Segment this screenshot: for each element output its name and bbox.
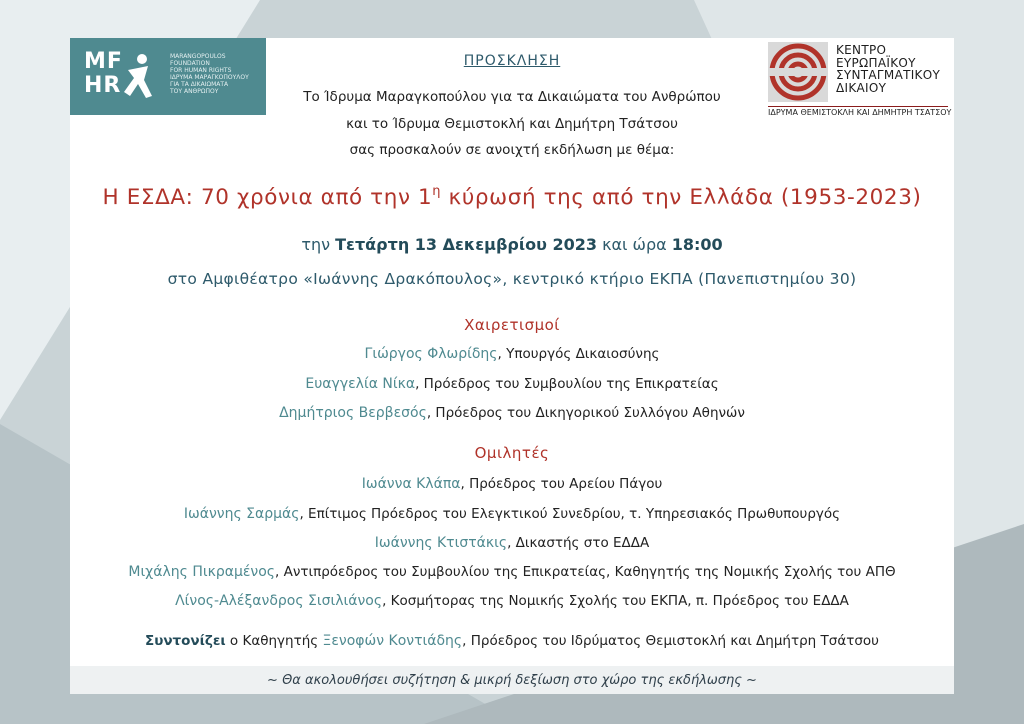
moderator-line: Συντονίζει ο Καθηγητής Ξενοφών Κοντιάδης, Πρόεδρος του Ιδρύματος Θεμιστοκλή και Δημήτρη Τσάτσου [145,633,879,649]
greeting-person: Γιώργος Φλωρίδης, Υπουργός Δικαιοσύνης [364,346,660,362]
greetings-heading: Χαιρετισμοί [464,316,560,334]
intro-line: σας προσκαλούν σε ανοιχτή εκδήλωση με θέμα: [349,142,675,158]
footer-note: ~ Θα ακολουθήσει συζήτηση & μικρή δεξίωση στο χώρο της εκδήλωσης ~ [70,666,954,694]
event-date: Τετάρτη 13 Δεκεμβρίου 2023 [335,235,597,254]
speaker-person: Μιχάλης Πικραμένος, Αντιπρόεδρος του Συμβουλίου της Επικρατείας, Καθηγητής της Νομικής Σχολής του ΑΠΘ [128,564,896,580]
event-time: 18:00 [671,235,723,254]
event-title: Η ΕΣΔΑ: 70 χρόνια από την $1^\eta$ κύρωσή της από την Ελλάδα (1953-2023) [102,184,922,210]
invitation-heading: ΠΡΟΣΚΛΗΣΗ [463,53,561,69]
speaker-person: Ιωάννης Σαρμάς, Επίτιμος Πρόεδρος του Ελεγκτικού Συνεδρίου, τ. Υπηρεσιακός Πρωθυπουργός [183,506,841,522]
logo-subtitle: ΙΔΡΥΜΑ ΘΕΜΙΣΤΟΚΛΗ ΚΑΙ ΔΗΜΗΤΡΗ ΤΣΑΤΣΟΥ [768,108,952,117]
logo-letters: MF HR [84,49,123,98]
logo-text: ΚΕΝΤΡΟ ΕΥΡΩΠΑΪΚΟΥ ΣΥΝΤΑΓΜΑΤΙΚΟΥ ΔΙΚΑΙΟΥ [836,43,941,95]
intro-line: Το Ίδρυμα Μαραγκοπούλου για τα Δικαιώματα του Ανθρώπου [303,89,721,105]
event-date-time: την Τετάρτη 13 Δεκεμβρίου 2023 και ώρα 18:00 [301,235,723,254]
greeting-person: Δημήτριος Βερβεσός, Πρόεδρος του Δικηγορικού Συλλόγου Αθηνών [279,405,745,421]
speaker-person: Ιωάννης Κτιστάκις, Δικαστής στο ΕΔΔΑ [374,535,650,551]
event-venue: στο Αμφιθέατρο «Ιωάννης Δρακόπουλος», κεντρικό κτήριο ΕΚΠΑ (Πανεπιστημίου 30) [167,270,857,288]
speaker-person: Ιωάννα Κλάπα, Πρόεδρος του Αρείου Πάγου [361,476,663,492]
greeting-person: Ευαγγελία Νίκα, Πρόεδρος του Συμβουλίου της Επικρατείας [305,376,719,392]
center-european-constitutional-law-logo [764,38,954,120]
intro-line: και το Ίδρυμα Θεμιστοκλή και Δημήτρη Τσάτσου [346,116,678,132]
speaker-person: Λίνος-Αλέξανδρος Σισιλιάνος, Κοσμήτορας της Νομικής Σχολής του ΕΚΠΑ, π. Πρόεδρος του ΕΔΔΑ [175,593,849,609]
speakers-heading: Ομιλητές [474,444,550,462]
logo-text: MARANGOPOULOS FOUNDATION FOR HUMAN RIGHTS ΙΔΡΥΜΑ ΜΑΡΑΓΚΟΠΟΥΛΟΥ ΓΙΑ ΤΑ ΔΙΚΑΙΩΜΑΤΑ ΤΟΥ ΑΝΘΡΩΠΟΥ [170,53,249,95]
